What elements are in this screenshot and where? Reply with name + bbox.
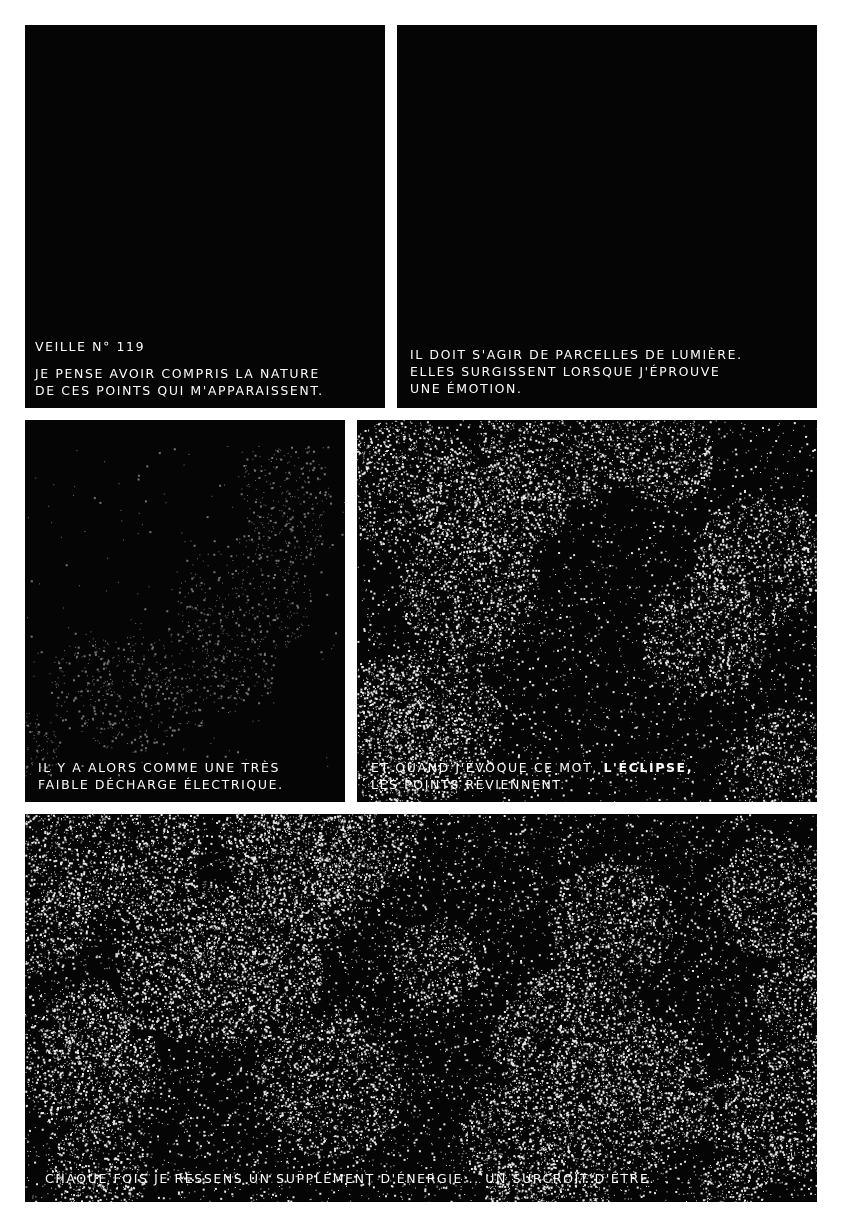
comic-panel-2 — [397, 25, 817, 408]
caption-text — [35, 365, 324, 399]
caption-emphasis: L'ÉCLIPSE, — [603, 760, 694, 775]
comic-panel-1 — [25, 25, 385, 408]
caption-text — [410, 346, 743, 397]
caption-text — [371, 759, 693, 793]
caption-header: VEILLE N° 119 — [35, 339, 146, 354]
comic-panel-4 — [357, 420, 817, 802]
dotted-scene-illustration — [25, 814, 817, 1202]
comic-panel-5 — [25, 814, 817, 1202]
comic-panel-3 — [25, 420, 345, 802]
caption-line: ELLES SURGISSENT LORSQUE J'ÉPROUVE — [410, 364, 721, 379]
caption-text — [38, 759, 284, 793]
caption-line: UNE ÉMOTION. — [410, 381, 523, 396]
caption-line: IL Y A ALORS COMME UNE TRÈS — [38, 760, 280, 775]
caption-line: JE PENSE AVOIR COMPRIS LA NATURE — [35, 366, 320, 381]
caption-line: IL DOIT S'AGIR DE PARCELLES DE LUMIÈRE. — [410, 347, 743, 362]
caption-line: DE CES POINTS QUI M'APPARAISSENT. — [35, 383, 324, 398]
caption-text — [45, 1170, 655, 1187]
faint-particles-illustration — [25, 420, 345, 802]
caption-line: CHAQUE FOIS JE RESSENS UN SUPPLÉMENT D'ÉNERGIE... UN SURCROÎT D'ÊTRE. — [45, 1171, 656, 1186]
caption-line: FAIBLE DÉCHARGE ÉLECTRIQUE. — [38, 777, 284, 792]
caption-line: LES POINTS REVIENNENT. — [371, 777, 566, 792]
dotted-figures-illustration — [357, 420, 817, 802]
caption-line: ET QUAND J'ÉVOQUE CE MOT, — [371, 760, 598, 775]
